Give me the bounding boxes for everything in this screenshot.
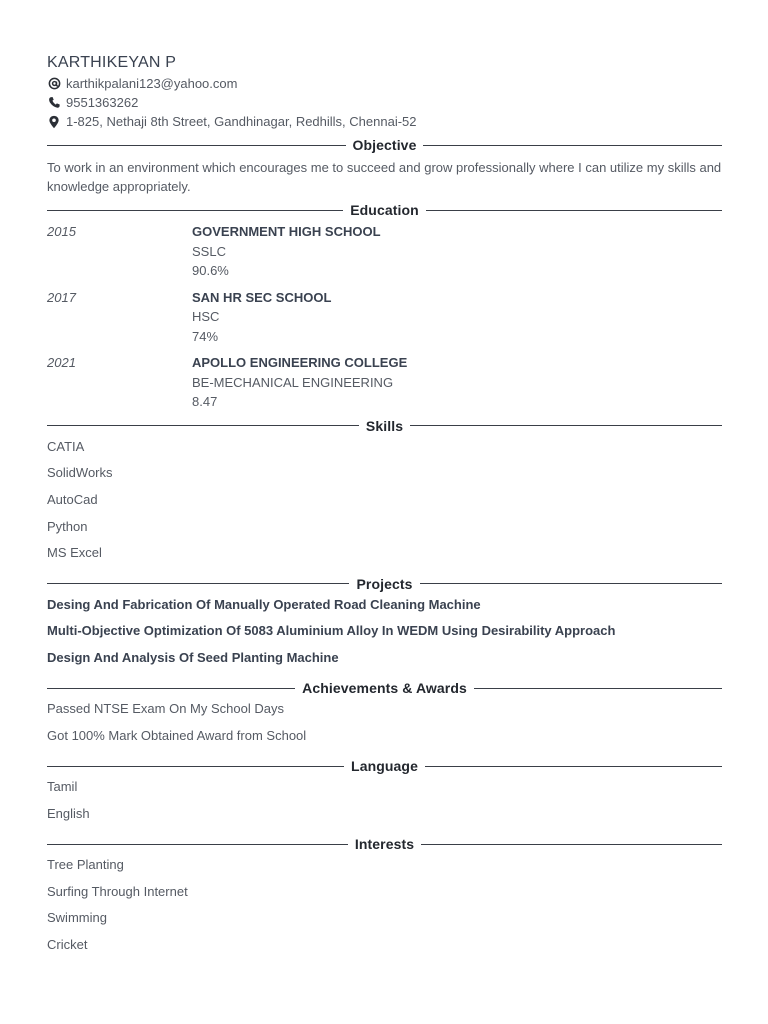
divider-left: [47, 688, 295, 689]
language-item: Tamil: [47, 779, 78, 795]
interest-item: Cricket: [47, 936, 88, 952]
education-heading: [47, 199, 722, 221]
education-entry: [47, 222, 722, 281]
education-year: 2021: [47, 355, 76, 370]
skill-item: Python: [47, 518, 88, 534]
phone-text: 9551363262: [66, 95, 139, 110]
education-list: [47, 222, 722, 412]
divider-right: [421, 844, 722, 845]
education-year: 2015: [47, 224, 76, 239]
education-score: 8.47: [192, 394, 218, 409]
skills-heading: [47, 415, 722, 437]
education-institution: APOLLO ENGINEERING COLLEGE: [192, 355, 408, 370]
objective-title: Objective: [352, 137, 417, 153]
achievement-item: Got 100% Mark Obtained Award from School: [47, 727, 307, 743]
resume-page: [47, 52, 722, 961]
email-text: karthikpalani123@yahoo.com: [66, 76, 238, 91]
language-heading: [47, 755, 722, 777]
interests-heading: [47, 833, 722, 855]
phone-row: [47, 93, 722, 112]
skill-item: MS Excel: [47, 545, 102, 561]
skill-item: AutoCad: [47, 491, 98, 507]
education-details: [192, 353, 407, 412]
divider-right: [410, 425, 722, 426]
language-list: [47, 777, 722, 830]
divider-left: [47, 210, 343, 211]
education-year: 2017: [47, 289, 76, 305]
achievements-list: [47, 699, 722, 752]
projects-heading: [47, 573, 722, 595]
divider-left: [47, 425, 359, 426]
education-title: Education: [350, 202, 419, 218]
education-score: 90.6%: [192, 263, 229, 278]
divider-right: [474, 688, 722, 689]
objective-text: To work in an environment which encourages me to succeed and grow professionally where I can utilize my skills and knowledge appropriately.: [47, 160, 722, 194]
interest-item: Surfing Through Internet: [47, 883, 188, 899]
project-item: Desing And Fabrication Of Manually Operated Road Cleaning Machine: [47, 596, 481, 612]
education-entry: [47, 288, 722, 347]
skill-item: CATIA: [47, 438, 85, 454]
education-institution: GOVERNMENT HIGH SCHOOL: [192, 224, 381, 239]
skill-item: SolidWorks: [47, 465, 113, 481]
email-row: [47, 74, 722, 93]
location-pin-icon: [47, 115, 61, 129]
skills-title: Skills: [365, 417, 404, 434]
divider-right: [420, 583, 722, 584]
projects-title: Projects: [356, 575, 413, 592]
divider-left: [47, 766, 344, 767]
education-degree: BE-MECHANICAL ENGINEERING: [192, 374, 394, 390]
education-degree: SSLC: [192, 243, 226, 259]
education-degree: HSC: [192, 309, 220, 324]
education-details: [192, 222, 381, 281]
divider-right: [423, 145, 722, 146]
achievements-title: Achievements & Awards: [302, 680, 467, 697]
education-score: 74%: [192, 328, 219, 344]
language-item: English: [47, 805, 90, 821]
address-row: [47, 112, 722, 131]
candidate-name: KARTHIKEYAN P: [47, 54, 177, 71]
divider-left: [47, 844, 348, 845]
divider-right: [426, 210, 722, 211]
interest-item: Tree Planting: [47, 857, 124, 873]
project-item: Design And Analysis Of Seed Planting Machine: [47, 649, 339, 665]
projects-list: [47, 595, 722, 675]
objective-heading: [47, 134, 722, 156]
divider-left: [47, 583, 349, 584]
education-entry: [47, 353, 722, 412]
contact-info: [47, 74, 722, 131]
address-text: 1-825, Nethaji 8th Street, Gandhinagar, Redhills, Chennai-52: [66, 114, 417, 129]
project-item: Multi-Objective Optimization Of 5083 Aluminium Alloy In WEDM Using Desirability Approach: [47, 623, 616, 639]
achievement-item: Passed NTSE Exam On My School Days: [47, 701, 284, 717]
language-title: Language: [351, 758, 418, 775]
phone-icon: [47, 96, 61, 110]
education-institution: SAN HR SEC SCHOOL: [192, 289, 332, 305]
divider-right: [425, 766, 722, 767]
interests-list: [47, 855, 722, 961]
education-details: [192, 288, 331, 347]
achievements-heading: [47, 677, 722, 699]
divider-left: [47, 145, 346, 146]
skills-list: [47, 437, 722, 570]
interests-title: Interests: [354, 836, 415, 853]
at-icon: [47, 77, 61, 91]
interest-item: Swimming: [47, 910, 107, 926]
